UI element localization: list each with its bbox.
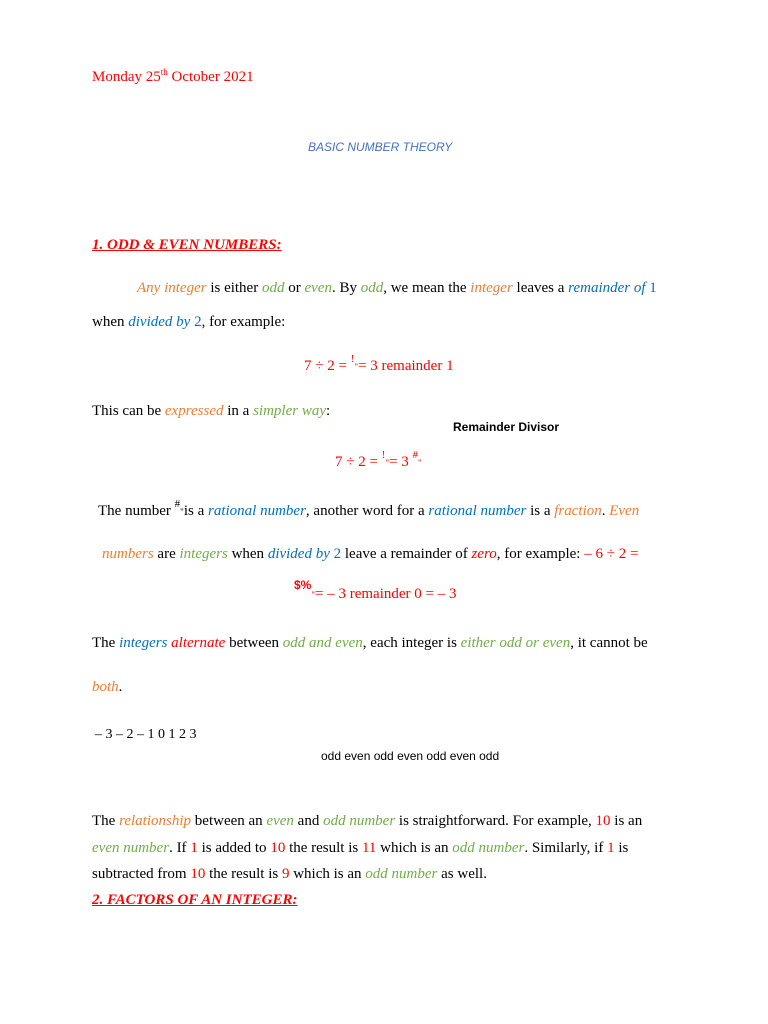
text-run: are: [153, 546, 180, 562]
text-run: even number: [92, 840, 170, 856]
text-run: is added to: [197, 840, 271, 856]
para3-sup: $%: [294, 578, 312, 592]
date-text: Monday 25: [92, 69, 161, 85]
text-run: This can be: [92, 403, 165, 419]
text-run: The: [92, 635, 120, 651]
eq2-mid: = 3: [389, 454, 413, 470]
text-run: Even: [609, 503, 640, 519]
para1-line2: [92, 314, 285, 331]
para3-result: = – 3 remainder 0 = – 3: [315, 586, 457, 602]
text-run: in a: [223, 403, 254, 419]
text-run: which is an: [376, 840, 453, 856]
text-run: 11: [361, 840, 377, 856]
text-run: 10: [595, 813, 611, 829]
text-run: , another word for a: [305, 503, 429, 519]
text-run: remainder of: [568, 280, 646, 296]
text-run: is: [614, 840, 629, 856]
text-run: is either: [206, 280, 262, 296]
text-run: 10: [270, 840, 286, 856]
text-run: the result is: [205, 866, 282, 882]
text-run: is a: [183, 503, 208, 519]
text-run: as well.: [437, 866, 487, 882]
text-run: . Similarly, if: [524, 840, 608, 856]
text-run: integer: [470, 280, 513, 296]
text-run: #: [174, 498, 181, 510]
text-run: when: [92, 314, 129, 330]
eq2-sub2: ": [418, 458, 422, 468]
parity-labels: odd even odd even odd even odd: [321, 749, 500, 763]
text-run: Any integer: [137, 280, 207, 296]
text-run: .: [601, 503, 610, 519]
text-run: or: [284, 280, 305, 296]
text-run: , we mean the: [383, 280, 471, 296]
text-run: leaves a: [512, 280, 569, 296]
text-run: 1: [607, 840, 615, 856]
text-run: ": [180, 507, 184, 517]
number-line: – 3 – 2 – 1 0 1 2 3: [95, 727, 197, 742]
text-run: 1: [645, 280, 657, 296]
text-run: odd: [360, 280, 384, 296]
text-run: odd number: [452, 840, 525, 856]
text-run: . By: [331, 280, 361, 296]
text-run: odd number: [323, 813, 396, 829]
eq2-sup2: #: [412, 449, 419, 461]
para3-line3: [294, 578, 457, 603]
text-run: is an: [610, 813, 643, 829]
text-run: The: [92, 813, 120, 829]
text-run: when: [227, 546, 268, 562]
section-heading-odd-even: 1. ODD & EVEN NUMBERS:: [92, 237, 282, 253]
text-run: .: [118, 679, 123, 695]
para5-line1: [92, 813, 642, 830]
text-run: relationship: [119, 813, 192, 829]
text-run: numbers: [102, 546, 154, 562]
remainder-divisor-label: Remainder Divisor: [453, 420, 560, 434]
text-run: simpler way: [253, 403, 326, 419]
text-run: either odd or even: [460, 635, 571, 651]
date-line: [92, 69, 254, 86]
text-run: and: [293, 813, 324, 829]
date-sup: th: [160, 67, 168, 77]
para4-line2: [92, 679, 122, 696]
equation-2: [335, 449, 422, 471]
eq1-sub: ": [354, 362, 359, 372]
para1-line1: [137, 280, 657, 297]
eq1-right: = 3 remainder 1: [358, 358, 454, 374]
text-run: leave a remainder of: [341, 546, 472, 562]
text-run: between an: [191, 813, 267, 829]
text-run: , for example:: [496, 546, 585, 562]
text-run: integers: [179, 546, 228, 562]
para4-line1: [92, 635, 648, 652]
text-run: divided by: [128, 314, 191, 330]
page-title: BASIC NUMBER THEORY: [308, 140, 453, 154]
para2: [92, 403, 330, 420]
text-run: 10: [190, 866, 206, 882]
text-run: , each integer is: [362, 635, 461, 651]
eq2-sub: ": [385, 458, 390, 468]
text-run: :: [325, 403, 331, 419]
text-run: expressed: [164, 403, 224, 419]
text-run: is straightforward. For example,: [395, 813, 596, 829]
text-run: – 6 ÷ 2 =: [584, 546, 639, 562]
text-run: odd and even: [282, 635, 363, 651]
text-run: both: [92, 679, 119, 695]
para5-line3: [92, 866, 487, 883]
text-run: odd: [261, 280, 285, 296]
text-run: fraction: [554, 503, 602, 519]
text-run: odd number: [365, 866, 438, 882]
text-run: even: [266, 813, 294, 829]
text-run: , for example:: [201, 314, 286, 330]
para3-line1: [98, 498, 640, 520]
eq1-left: 7 ÷ 2 =: [304, 358, 351, 374]
date-rest: October 2021: [167, 69, 254, 85]
equation-1: [304, 353, 454, 375]
text-run: integers: [119, 635, 168, 651]
text-run: is a: [526, 503, 555, 519]
eq2-sup: !: [381, 449, 386, 461]
para3-line2: [102, 546, 638, 563]
text-run: alternate: [171, 635, 226, 651]
text-run: subtracted from: [92, 866, 191, 882]
text-run: , it cannot be: [570, 635, 648, 651]
text-run: 1: [190, 840, 198, 856]
text-run: which is an: [289, 866, 366, 882]
text-run: rational number: [428, 503, 527, 519]
text-run: zero: [471, 546, 497, 562]
text-run: The number: [98, 503, 175, 519]
text-run: 2: [329, 546, 342, 562]
text-run: between: [225, 635, 283, 651]
text-run: rational number: [208, 503, 306, 519]
para3-sub: ": [311, 590, 316, 600]
text-run: 9: [281, 866, 290, 882]
text-run: even: [304, 280, 332, 296]
text-run: 2: [190, 314, 202, 330]
text-run: . If: [169, 840, 191, 856]
eq1-sup: !: [350, 353, 355, 365]
eq2-left: 7 ÷ 2 =: [335, 454, 382, 470]
text-run: the result is: [285, 840, 362, 856]
section-heading-factors: 2. FACTORS OF AN INTEGER:: [92, 892, 298, 908]
text-run: divided by: [267, 546, 330, 562]
para5-line2: [92, 840, 628, 857]
